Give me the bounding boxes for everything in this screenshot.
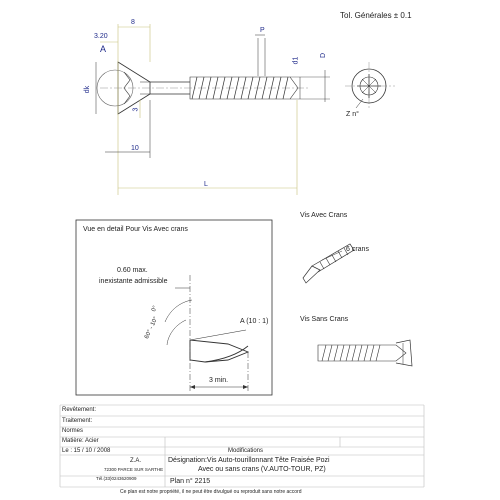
detail-a-label: A: [100, 44, 107, 54]
dim-8: 8: [131, 19, 135, 26]
detail-crans-shape: [190, 340, 248, 362]
tb-plan-number: Plan n° 2215: [170, 478, 211, 485]
vis-sans-crans-drawing: [318, 340, 412, 366]
detail-angle-top: 0°: [150, 305, 159, 313]
six-crans-label: 6 crans: [346, 246, 369, 253]
tb-company-address: 72300 PARCE SUR SARTHE: [104, 467, 164, 472]
tb-traitement: Traitement:: [62, 418, 93, 424]
detail-geometry: [165, 275, 248, 392]
tolerance-note: Tol. Générales ± 0.1: [340, 11, 412, 20]
dim-D: D: [320, 52, 328, 59]
tb-matiere: Matière: Acier: [62, 438, 99, 444]
vis-avec-crans-title: Vis Avec Crans: [300, 212, 348, 219]
dim-p: P: [260, 27, 265, 34]
detail-scale-label: A (10 : 1): [240, 318, 269, 325]
detail-title: Vue en detail Pour Vis Avec crans: [83, 226, 188, 233]
tb-modifications: Modifications: [228, 448, 264, 454]
tb-designation-line1: Désignation:Vis Auto-tourillonnant Tête Fraisée Pozi: [168, 457, 330, 464]
dim-d1: d1: [292, 56, 300, 65]
dim-L: L: [204, 181, 208, 188]
tb-company-phone: Tél.(33)02436​20909: [96, 476, 137, 481]
tb-footer: Ce plan est notre propriété, il ne peut être divulgué ou reproduit sans notre accord: [120, 489, 302, 495]
detail-angle-bottom: 60° - 10°: [144, 316, 160, 340]
main-screw-view: [96, 24, 330, 195]
detail-frame: [76, 220, 272, 395]
dim-dk: dk: [84, 85, 92, 94]
detail-note-line1: 0.60 max.: [117, 267, 148, 274]
vis-sans-crans-title: Vis Sans Crans: [300, 316, 349, 323]
tb-designation-line2: Avec ou sans crans (V.AUTO-TOUR, PZ): [198, 466, 326, 473]
pozi-end-view: [345, 62, 395, 110]
detail-note-line2: inexistante admissible: [99, 278, 168, 285]
tb-company: Z.A.: [130, 458, 142, 464]
dim-3: 3: [132, 107, 140, 112]
dim-10: 10: [131, 145, 139, 152]
tb-date: Le : 15 / 10 / 2008: [62, 448, 111, 454]
z-number-label: Z n°: [346, 111, 359, 118]
tb-revetement: Revêtement:: [62, 407, 97, 413]
tb-normes: Normes: [62, 428, 84, 434]
title-block-lines: [60, 405, 424, 487]
detail-3min-label: 3 min.: [209, 377, 229, 384]
dim-3-20: 3.20: [94, 33, 108, 40]
